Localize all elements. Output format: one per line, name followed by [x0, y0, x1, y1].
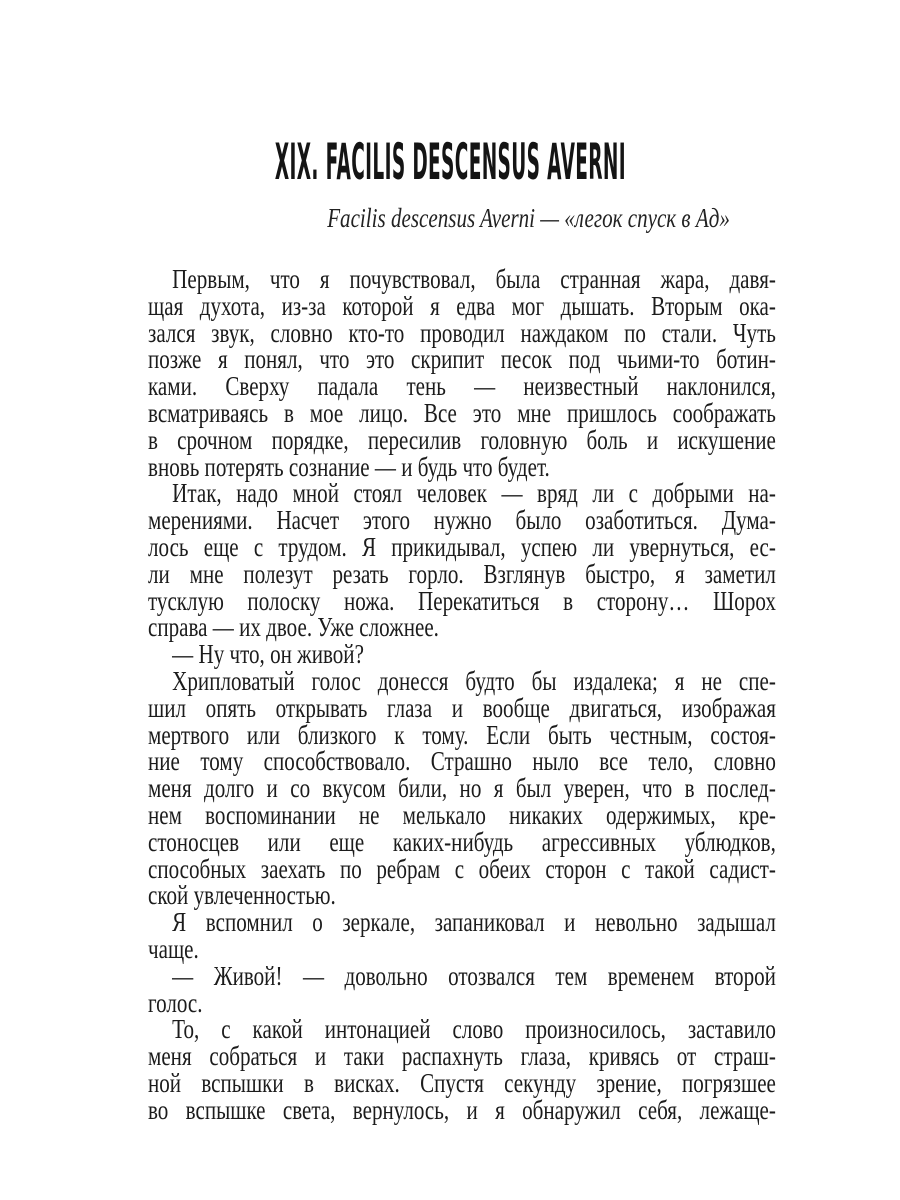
- text-line: нем воспоминании не мелькало никаких одержимых, кре-: [148, 799, 776, 830]
- text-line: всматриваясь в мое лицо. Все это мне пришлось соображать: [148, 397, 776, 428]
- paragraph: [148, 1016, 776, 1123]
- paragraph: [148, 909, 776, 963]
- text-line: позже я понял, что это скрипит песок под чьими-то ботин-: [148, 344, 776, 375]
- text-line: в срочном порядке, пересилив головную боль и искушение: [148, 424, 776, 455]
- text-line: лось еще с трудом. Я прикидывал, успею ли увернуться, ес-: [148, 531, 776, 562]
- text-line: ками. Сверху падала тень — неизвестный наклонился,: [148, 371, 776, 402]
- paragraph: [148, 960, 776, 1018]
- text-line: вновь потерять сознание — и будь что будет.: [148, 451, 550, 482]
- text-line: справа — их двое. Уже сложнее.: [148, 612, 439, 643]
- paragraph: [148, 641, 776, 668]
- epigraph: [148, 203, 776, 233]
- text-line: мертвого или близкого к тому. Если быть честным, состоя-: [148, 719, 776, 750]
- chapter-title-text: XIX. FACILIS DESCENSUS AVERNI: [274, 133, 626, 191]
- text-line: ние тому способствовало. Страшно ныло все тело, словно: [148, 746, 776, 777]
- text-column: [148, 203, 776, 1124]
- text-line: — Ну что, он живой?: [172, 639, 364, 670]
- paragraph: [148, 480, 776, 641]
- text-line: То, с какой интонацией слово произносилось, заставило: [172, 1014, 776, 1045]
- text-line: ли мне полезут резать горло. Взглянув быстро, я заметил: [148, 558, 776, 589]
- text-line: способных заехать по ребрам с обеих сторон с такой садист-: [148, 853, 776, 884]
- body-text: [148, 266, 776, 1124]
- text-line: ской увлеченностью.: [148, 880, 336, 911]
- text-line: Я вспомнил о зеркале, запаниковал и невольно задышал: [172, 907, 776, 938]
- text-line: ной вспышки в висках. Спустя секунду зрение, погрязшее: [148, 1067, 776, 1098]
- text-line: мерениями. Насчет этого нужно было озаботиться. Дума-: [148, 505, 776, 536]
- text-line: меня собраться и таки распахнуть глаза, кривясь от страш-: [148, 1041, 776, 1072]
- text-line: стоносцев или еще каких-нибудь агрессивных ублюдков,: [148, 826, 776, 857]
- text-line: Хрипловатый голос донесся будто бы издалека; я не спе-: [172, 665, 776, 696]
- text-line: меня долго и со вкусом били, но я был уверен, что в послед-: [148, 773, 776, 804]
- paragraph: [148, 665, 776, 911]
- text-line: Итак, надо мной стоял человек — вряд ли с добрыми на-: [172, 478, 776, 509]
- epigraph-text: Facilis descensus Averni — «легок спуск в Ад»: [327, 203, 730, 233]
- text-line: щая духота, из-за которой я едва мог дышать. Вторым ока-: [148, 290, 776, 321]
- paragraph: [148, 266, 776, 480]
- text-line: — Живой! — довольно отозвался тем временем второй: [172, 960, 776, 991]
- text-line: во вспышке света, вернулось, и я обнаружил себя, лежаще-: [148, 1094, 776, 1125]
- text-line: тусклую полоску ножа. Перекатиться в сторону… Шорох: [148, 585, 776, 616]
- text-line: зался звук, словно кто-то проводил наждаком по стали. Чуть: [148, 317, 776, 348]
- text-line: шил опять открывать глаза и вообще двигаться, изображая: [148, 692, 776, 723]
- text-line: чаще.: [148, 933, 199, 964]
- text-line: голос.: [148, 987, 203, 1018]
- text-line: Первым, что я почувствовал, была странная жара, давя-: [172, 264, 776, 294]
